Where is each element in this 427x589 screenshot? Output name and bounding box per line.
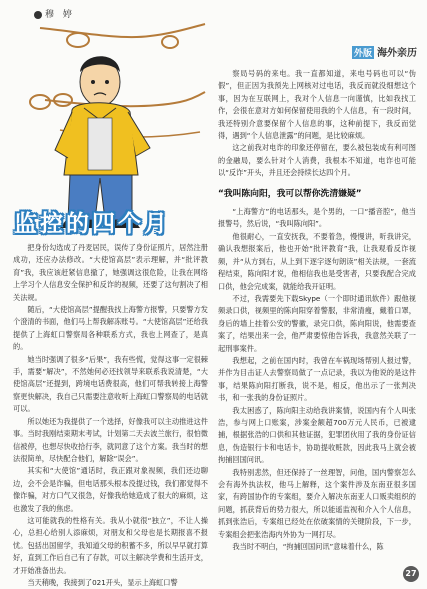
left-column (13, 242, 208, 587)
bullet-icon (34, 11, 42, 19)
paragraph: 当天稍晚，我接到了021开头，显示上海虹口警 (27, 577, 178, 587)
subheading: “我叫陈向阳，我可以帮你洗清嫌疑” (218, 188, 362, 199)
paragraph: 这之前我对电诈的印象还停留在，要么被包装成有利可图的金融局，要么针对个人消费，我根本不知道，电诈也可能以“反诈”开头，并且还会持续长达四个月。 (218, 143, 416, 178)
paragraph: 所以她还为我提供了一个选择，好像我可以主动推进这件事。当时我刚结束期末考试，计划第二天去波兰旅行，很怕微信被停，也想尽快收拾行李，就同意了这个方案。我当时的想法很简单，尽快配合他们，解除“误会”。 (13, 416, 208, 463)
section-tag: 外版 (352, 46, 374, 59)
section-header (352, 44, 417, 59)
paragraph: 她当时强调了很多“后果”，我有些慌，觉得这事一定很棘手，需要“解决”，不然她何必还找领导来联系我说清楚，“大使馆高层”还提到，跨境电话费很高，他们可帮我转接上海警察更快解决，我自己只需要注意收听上海虹口警察局的电话就可以。 (13, 354, 208, 414)
paragraph: “上海警方”的电话那头，是个男的，一口“播音腔”，他当报警号，然后说，“我叫陈向阳”。 (218, 207, 416, 229)
paragraph: 随后，“大使馆高层”提醒我找上海警方报警，只要警方发个澄清的书面，他们马上帮我解冻账号。“大使馆高层”还给我提供了上海虹口警察局各种联系方式，我也上网查了，是真的。 (13, 305, 208, 352)
paragraph: 我特别悲然，但还保持了一丝理智，问他，国内警察怎么会有海外执法权，他马上解释，这个案件涉及东南亚很多国家，有跨国协作的专案组，要介入解决东南亚人口贩卖组织的问题，抓获背后的势力很大，所以能遥监视和介入个人信息，抓到张浩后，专案组已经处在依破案情的关键阶段，下一步，专案组会把张浩海内外协为一网打尽。 (218, 467, 416, 539)
paragraph: 其实和“大使馆”通话时，我正跟对象视频，我们还边聊边，会不会是诈骗，但电话那头根本没提过钱，我们都觉得不像诈骗，对方口气又很急，好像我给她造成了很大的麻烦，这也激发了我的焦虑。 (13, 466, 208, 513)
paragraph: 这可能就我的性格有关。我从小就很“独立”，不让人操心，总担心给别人添麻烦，对朋友和父母也是长期报喜不报忧。包括出国留学，我知道父母的积蓄不多，所以早早就打算好，直到工作后自己有了存款，可以主解决学费和生活开支，才开始准备出去。 (13, 515, 208, 575)
paragraph: 不过，我需要先下载Skype（一个即时通讯软件）跟他视频录口供，视频里的陈向阳穿着警服，非常清瘦，戴着口罩，身后的墙上挂着公安的警徽，录完口供，陈向阳说，他需要查案了，结果出来一会，他严肃要惊他告诉我，我意然关联了一起刑事案件。 (218, 293, 416, 353)
paragraph: 我当时不明白，“拘捕回国问讯”意味着什么，陈 (232, 542, 384, 552)
section-name: 海外亲历 (377, 48, 417, 59)
paragraph: 察局号码的来电。我一直都知道，来电号码也可以“伪假”，但正因为我预先上网核对过电话，我反而就没细想这个事，因为在互联网上，我对个人信息一向谨慎，比如我找工作，会很在意对方如何保留使用我的个人信息，有一段时间，我还特别介意要保留个人信息的事，这种前提下，我反而觉得，遇到“个人信息泄露”的问题，是比较麻烦。 (218, 69, 416, 141)
article-title: 监控的四个月 (14, 210, 170, 237)
paragraph: 我太困惑了，陈向阳主动给我讲案情，说国内有个人叫张浩，参与网上口账案，涉案金额超700万元人民币，已被逮捕，根据张浩的口供和其他证据，犯罪团伙用了我的身份证信息，伪造银行卡和电话卡，协助提收赃款，因此我马上就会被拘捕回国问讯。 (218, 405, 416, 465)
author-byline (34, 7, 75, 20)
page-number: 27 (403, 566, 419, 582)
right-column (218, 68, 416, 578)
author-name: 穆 婷 (45, 10, 75, 20)
paragraph: 他很耐心，一直安抚我，不要着急，慢慢讲，听我讲完，确认我想报案后，他也开始“批评教育”我，让我观看反诈视频，并“从方到右，从上到下逐字逐句朗读”相关法规，一套流程结束，陈向阳才说，他相信我也是受害者，只要我配合完成口供，他会完成案，就能给我开证明。 (218, 231, 416, 291)
paragraph: 我想起，之前在国内时，我曾在车祸现场帮别人报过警，并作为目击证人去警察局做了一点记录，我以为他说的是这件事，结果陈向阳打断我，说不是，相反，他出示了一张判决书，和一张我的身份证照片。 (218, 355, 416, 403)
paragraph: 把身份勾选成了丹麦居民，误传了身份证照片，居然注册成功，还应办法修改。“大使馆高层”表示理解，并“批评教育”我，我应该赶紧信息撤了，她强调这很危险，让我在网络上学习个人信息安全保护和反诈的视频，还要了这句割决了相关法规。 (13, 243, 208, 302)
